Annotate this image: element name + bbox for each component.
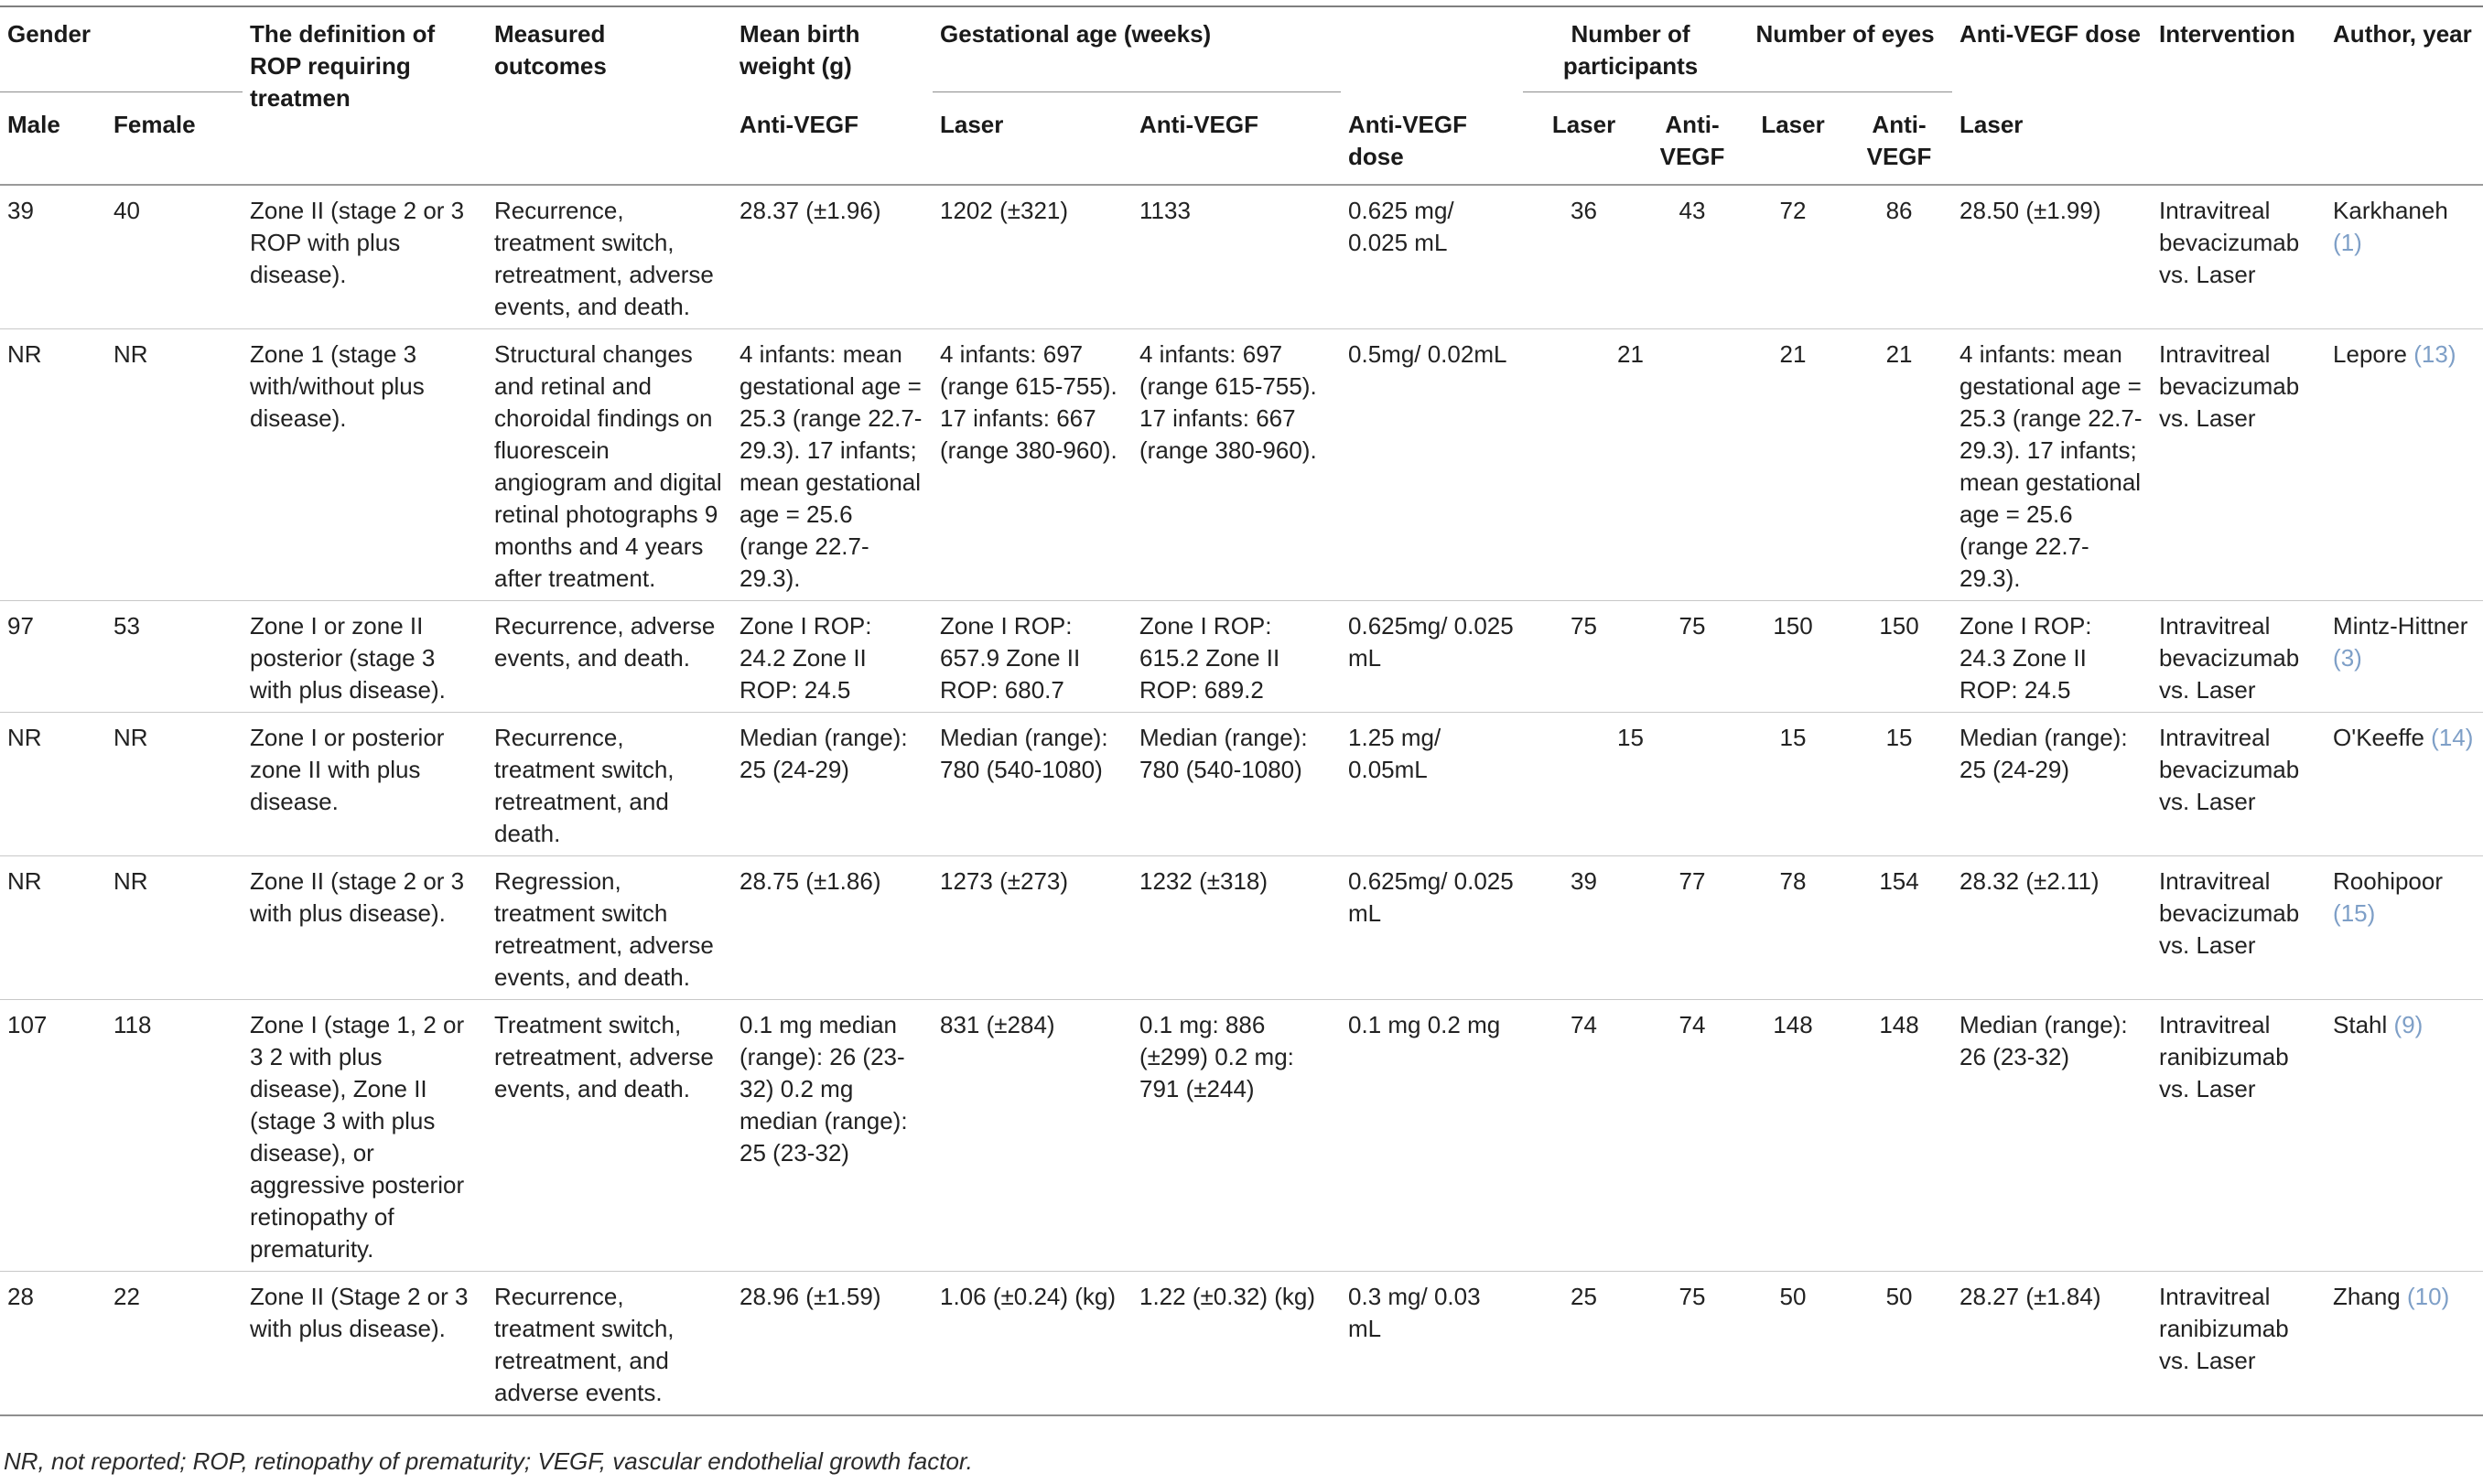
cell-ga-antivegf: 0.1 mg: 886 (±299) 0.2 mg: 791 (±244): [1132, 1000, 1341, 1272]
reference-link[interactable]: (10): [2407, 1283, 2450, 1310]
header-female: Female: [106, 92, 243, 186]
cell-eyes-laser: 78: [1740, 856, 1848, 1000]
reference-link[interactable]: (14): [2431, 724, 2474, 751]
table-row: [0, 1000, 2483, 1272]
cell-birth-weight: 28.96 (±1.59): [732, 1272, 933, 1416]
header-outcomes: Measured outcomes: [487, 6, 732, 185]
cell-ga-laser: 4 infants: 697 (range 615-755). 17 infants: 667 (range 380-960).: [933, 329, 1132, 601]
cell-outcomes: Structural changes and retinal and choroidal findings on fluorescein angiogram and digital retinal photographs 9 months and 4 years after treatment.: [487, 329, 732, 601]
cell-male: NR: [0, 329, 106, 601]
author-name: Lepore: [2333, 340, 2407, 368]
cell-female: 22: [106, 1272, 243, 1416]
table-row: [0, 185, 2483, 329]
author-name: Zhang: [2333, 1283, 2401, 1310]
cell-dose: 0.1 mg 0.2 mg: [1341, 1000, 1523, 1272]
cell-female: NR: [106, 713, 243, 856]
cell-male: 107: [0, 1000, 106, 1272]
cell-eyes-laser: 15: [1740, 713, 1848, 856]
cell-author: [2326, 1000, 2483, 1272]
header-ga-antivegf: Anti-VEGF: [1139, 111, 1258, 138]
author-name: Stahl: [2333, 1011, 2388, 1038]
cell-definition: Zone I (stage 1, 2 or 3 2 with plus disease), Zone II (stage 3 with plus disease), or aggressive posterior retinopathy of prematurity.: [243, 1000, 487, 1272]
cell-participants-merged: 15: [1523, 713, 1740, 856]
header-antivegf-dose: Anti-VEGF dose: [1348, 110, 1468, 170]
cell-birth-weight: 4 infants: mean gestational age = 25.3 (range 22.7-29.3). 17 infants; mean gestational age = 25.6 (range 22.7-29.3).: [732, 329, 933, 601]
cell-definition: Zone I or zone II posterior (stage 3 with plus disease).: [243, 601, 487, 713]
cell-dose-laser: Median (range): 26 (23-32): [1952, 1000, 2152, 1272]
table-row: [0, 1272, 2483, 1416]
cell-ga-laser: 1.06 (±0.24) (kg): [933, 1272, 1132, 1416]
cell-outcomes: Recurrence, treatment switch, retreatment, and adverse events.: [487, 1272, 732, 1416]
cell-outcomes: Regression, treatment switch retreatment, adverse events, and death.: [487, 856, 732, 1000]
cell-male: NR: [0, 713, 106, 856]
cell-dose: 0.625mg/ 0.025 mL: [1341, 856, 1523, 1000]
cell-definition: Zone II (Stage 2 or 3 with plus disease).: [243, 1272, 487, 1416]
cell-dose-laser: Zone I ROP: 24.3 Zone II ROP: 24.5: [1952, 601, 2152, 713]
cell-female: NR: [106, 329, 243, 601]
cell-male: 39: [7, 197, 34, 224]
cell-author: [2326, 856, 2483, 1000]
table-body: [0, 185, 2483, 1415]
cell-author: [2326, 185, 2483, 329]
cell-intervention: Intravitreal bevacizumab vs. Laser: [2159, 197, 2300, 288]
table-row: [0, 713, 2483, 856]
cell-eyes-antivegf: 86: [1885, 197, 1913, 224]
reference-link[interactable]: (9): [2393, 1011, 2424, 1038]
cell-intervention: Intravitreal bevacizumab vs. Laser: [2152, 713, 2326, 856]
cell-outcomes: Recurrence, treatment switch, retreatment, adverse events, and death.: [494, 197, 714, 320]
cell-ga-laser: 1202 (±321): [940, 197, 1069, 224]
cell-birth-weight: Zone I ROP: 24.2 Zone II ROP: 24.5: [732, 601, 933, 713]
author-name: Roohipoor: [2333, 867, 2444, 895]
header-definition: The definition of ROP requiring treatmen: [243, 6, 487, 185]
reference-link[interactable]: (13): [2413, 340, 2456, 368]
header-male: Male: [0, 92, 106, 186]
cell-outcomes: Recurrence, treatment switch, retreatment, and death.: [487, 713, 732, 856]
cell-definition: Zone II (stage 2 or 3 ROP with plus disease).: [250, 197, 465, 288]
cell-ga-antivegf: Median (range): 780 (540-1080): [1132, 713, 1341, 856]
cell-eyes-laser: 50: [1740, 1272, 1848, 1416]
cell-eyes-laser: 148: [1740, 1000, 1848, 1272]
table-footnote: NR, not reported; ROP, retinopathy of prematurity; VEGF, vascular endothelial growth factor.: [4, 1447, 973, 1475]
header-author: Author, year: [2326, 6, 2483, 185]
cell-birth-weight: 0.1 mg median (range): 26 (23-32) 0.2 mg median (range): 25 (23-32): [732, 1000, 933, 1272]
cell-male: NR: [0, 856, 106, 1000]
header-eyes-antivegf: Anti-VEGF: [1866, 111, 1932, 170]
cell-eyes-antivegf: 21: [1848, 329, 1952, 601]
cell-eyes-laser: 150: [1740, 601, 1848, 713]
cell-intervention: Intravitreal bevacizumab vs. Laser: [2152, 601, 2326, 713]
cell-dose: 0.625mg/ 0.025 mL: [1341, 601, 1523, 713]
cell-dose-laser: 28.50 (±1.99): [1959, 197, 2101, 224]
cell-ga-laser: Median (range): 780 (540-1080): [933, 713, 1132, 856]
cell-author: [2326, 329, 2483, 601]
cell-intervention: Intravitreal ranibizumab vs. Laser: [2152, 1000, 2326, 1272]
cell-author: [2326, 713, 2483, 856]
cell-eyes-laser: 72: [1779, 197, 1807, 224]
cell-intervention: Intravitreal bevacizumab vs. Laser: [2152, 329, 2326, 601]
cell-definition: Zone I or posterior zone II with plus disease.: [243, 713, 487, 856]
author-name: Mintz-Hittner: [2333, 612, 2468, 640]
cell-male: 97: [0, 601, 106, 713]
study-characteristics-table: [0, 5, 2483, 1416]
cell-dose: 0.5mg/ 0.02mL: [1341, 329, 1523, 601]
cell-dose-laser: 4 infants: mean gestational age = 25.3 (range 22.7-29.3). 17 infants; mean gestational age = 25.6 (range 22.7-29.3).: [1952, 329, 2152, 601]
cell-ga-laser: 831 (±284): [933, 1000, 1132, 1272]
cell-participants-antivegf: 43: [1679, 197, 1706, 224]
cell-participants-laser: 25: [1523, 1272, 1646, 1416]
cell-outcomes: Recurrence, adverse events, and death.: [487, 601, 732, 713]
table-row: [0, 856, 2483, 1000]
cell-ga-antivegf: 1.22 (±0.32) (kg): [1132, 1272, 1341, 1416]
cell-birth-weight: Median (range): 25 (24-29): [732, 713, 933, 856]
cell-ga-antivegf: 1133: [1139, 197, 1191, 224]
cell-participants-antivegf: 77: [1646, 856, 1740, 1000]
cell-dose-laser: 28.32 (±2.11): [1952, 856, 2152, 1000]
cell-definition: Zone II (stage 2 or 3 with plus disease).: [243, 856, 487, 1000]
cell-male: 28: [0, 1272, 106, 1416]
header-gender: Gender: [7, 20, 92, 48]
cell-eyes-antivegf: 15: [1848, 713, 1952, 856]
header-participants-antivegf: Anti-VEGF: [1659, 111, 1725, 170]
cell-dose: 0.3 mg/ 0.03 mL: [1341, 1272, 1523, 1416]
cell-birth-weight: 28.75 (±1.86): [732, 856, 933, 1000]
cell-female: NR: [106, 856, 243, 1000]
cell-ga-antivegf: 4 infants: 697 (range 615-755). 17 infants: 667 (range 380-960).: [1132, 329, 1341, 601]
author-name: O'Keeffe: [2333, 724, 2424, 751]
cell-participants-laser: 75: [1523, 601, 1646, 713]
header-participants: Number of participants: [1523, 6, 1740, 92]
cell-dose: 1.25 mg/ 0.05mL: [1341, 713, 1523, 856]
cell-participants-laser: 39: [1523, 856, 1646, 1000]
header-eyes: Number of eyes: [1740, 6, 1952, 92]
cell-author: [2326, 1272, 2483, 1416]
header-ga-laser: Laser: [940, 111, 1004, 138]
header-antivegf-dose-top: Anti-VEGF dose: [1959, 20, 2141, 48]
table-header: [0, 6, 2483, 185]
cell-dose-laser: 28.27 (±1.84): [1952, 1272, 2152, 1416]
cell-eyes-antivegf: 150: [1848, 601, 1952, 713]
header-eyes-laser: Laser: [1761, 111, 1825, 138]
header-participants-laser: Laser: [1551, 111, 1616, 138]
cell-ga-laser: 1273 (±273): [933, 856, 1132, 1000]
header-intervention: Intervention: [2152, 6, 2326, 185]
reference-link[interactable]: (3): [2333, 644, 2362, 672]
cell-female: 40: [113, 197, 140, 224]
cell-eyes-antivegf: 154: [1848, 856, 1952, 1000]
cell-participants-antivegf: 74: [1646, 1000, 1740, 1272]
author-name: Karkhaneh: [2333, 197, 2448, 224]
cell-eyes-laser: 21: [1740, 329, 1848, 601]
cell-outcomes: Treatment switch, retreatment, adverse events, and death.: [487, 1000, 732, 1272]
cell-participants-laser: 36: [1571, 197, 1597, 224]
header-blank-dose: [1341, 6, 1523, 92]
cell-ga-antivegf: Zone I ROP: 615.2 Zone II ROP: 689.2: [1132, 601, 1341, 713]
table-row: [0, 601, 2483, 713]
cell-eyes-antivegf: 50: [1848, 1272, 1952, 1416]
header-bw-antivegf: Anti-VEGF: [740, 110, 858, 138]
study-characteristics-table-container: [0, 5, 2483, 1416]
header-dose-laser: Laser: [1959, 110, 2024, 138]
cell-participants-laser: 74: [1523, 1000, 1646, 1272]
cell-intervention: Intravitreal ranibizumab vs. Laser: [2152, 1272, 2326, 1416]
cell-dose-laser: Median (range): 25 (24-29): [1952, 713, 2152, 856]
header-birth-weight: Mean birth weight (g): [740, 20, 860, 80]
header-gestational-age: Gestational age (weeks): [933, 6, 1341, 92]
cell-author: [2326, 601, 2483, 713]
cell-participants-antivegf: 75: [1646, 601, 1740, 713]
cell-participants-merged: 21: [1523, 329, 1740, 601]
cell-participants-antivegf: 75: [1646, 1272, 1740, 1416]
cell-female: 53: [106, 601, 243, 713]
cell-ga-antivegf: 1232 (±318): [1132, 856, 1341, 1000]
cell-eyes-antivegf: 148: [1848, 1000, 1952, 1272]
table-row: [0, 329, 2483, 601]
cell-dose: 0.625 mg/ 0.025 mL: [1348, 197, 1454, 256]
cell-female: 118: [106, 1000, 243, 1272]
reference-link[interactable]: (15): [2333, 899, 2376, 927]
cell-ga-laser: Zone I ROP: 657.9 Zone II ROP: 680.7: [933, 601, 1132, 713]
cell-definition: Zone 1 (stage 3 with/without plus disease).: [243, 329, 487, 601]
cell-intervention: Intravitreal bevacizumab vs. Laser: [2152, 856, 2326, 1000]
reference-link[interactable]: (1): [2333, 229, 2362, 256]
cell-birth-weight: 28.37 (±1.96): [740, 197, 881, 224]
